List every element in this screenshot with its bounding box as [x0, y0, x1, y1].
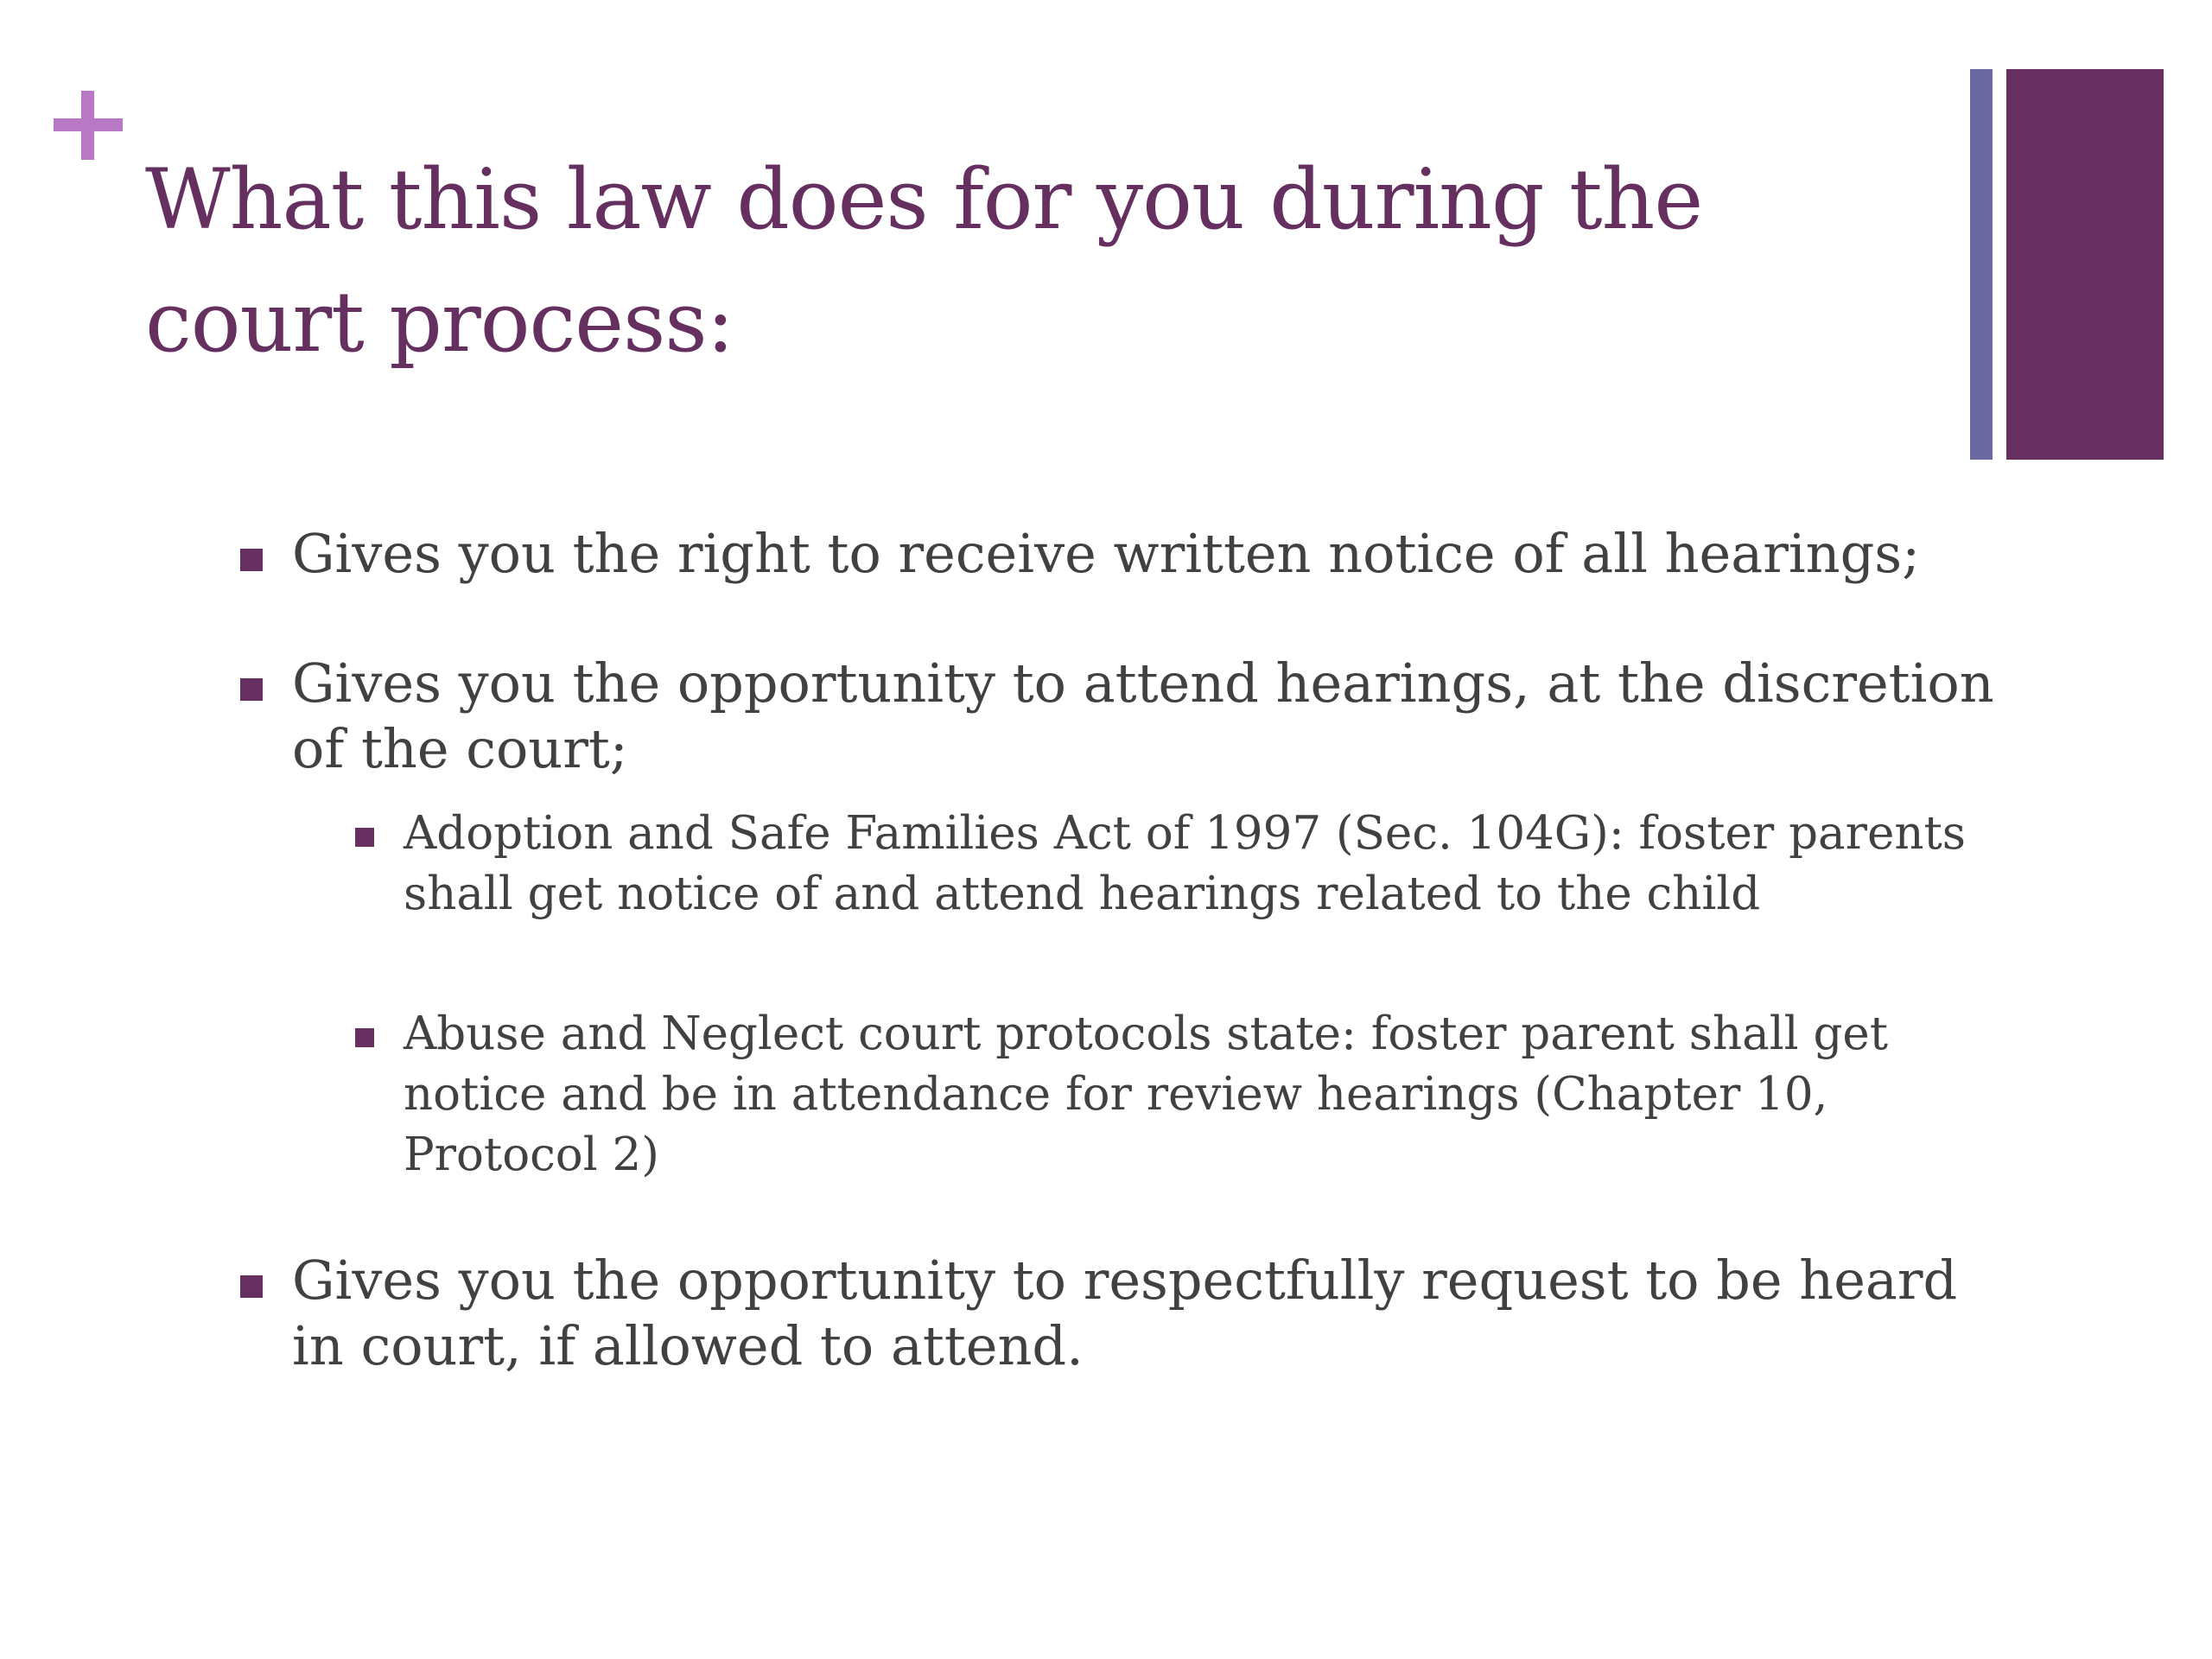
sub-bullet-text: Abuse and Neglect court protocols state: foster parent shall get notice and be in attendance for review hearings (Chapter 10, Protocol 2) [404, 1007, 1889, 1181]
sub-bullet-square-icon [355, 828, 374, 847]
bullet-square-icon [240, 1275, 263, 1298]
bullet-item [292, 521, 2020, 587]
slide-title: What this law does for you during the court process: [145, 151, 1703, 371]
bullet-square-icon [240, 678, 263, 701]
bullet-text: Gives you the opportunity to attend hearings, at the discretion of the court; [292, 652, 1994, 780]
bullet-square-icon [240, 549, 263, 571]
sub-bullet-text: Adoption and Safe Families Act of 1997 (Sec. 104G): foster parents shall get notice of and attend hearings related to the child [404, 807, 1966, 920]
sub-bullet-item [404, 804, 2028, 925]
bullet-text: Gives you the opportunity to respectfully request to be heard in court, if allowed to attend. [292, 1249, 1958, 1377]
bullet-item [292, 651, 2020, 782]
plus-icon [54, 91, 123, 160]
bullet-text: Gives you the right to receive written notice of all hearings; [292, 522, 1921, 585]
plus-icon-vertical [81, 91, 94, 160]
sub-bullet-item [404, 1004, 2028, 1185]
accent-bar-thick [2006, 69, 2164, 460]
sub-bullet-square-icon [355, 1028, 374, 1047]
accent-bar-thin [1970, 69, 1993, 460]
bullet-item [292, 1248, 2020, 1379]
